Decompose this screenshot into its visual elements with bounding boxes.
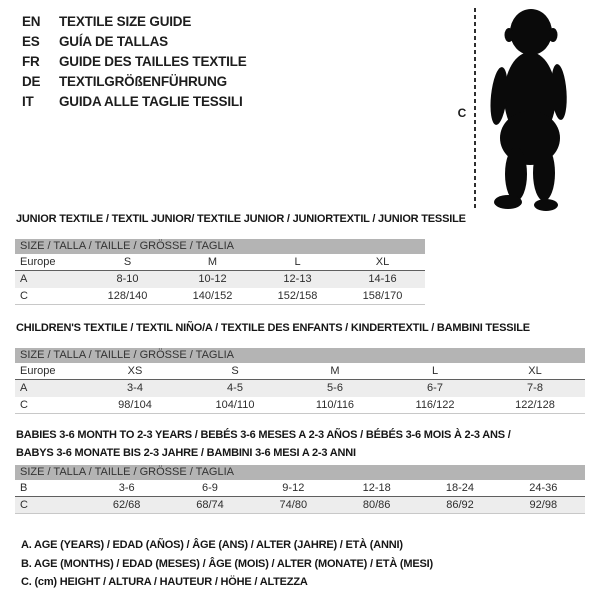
- table-cell: 4-5: [227, 382, 243, 394]
- table-cell: M: [330, 365, 340, 377]
- table-row-height: [15, 397, 585, 414]
- table-cell: 7-8: [527, 382, 543, 394]
- row-label: Europe: [20, 256, 56, 268]
- language-row-fr: [22, 52, 247, 72]
- table-cell: 12-18: [362, 482, 391, 494]
- language-code: EN: [22, 14, 41, 29]
- guide-title: GUIDA ALLE TAGLIE TESSILI: [59, 94, 243, 109]
- row-label: A: [20, 273, 28, 285]
- size-header-bar: SIZE / TALLA / TAILLE / GRÖSSE / TAGLIA: [15, 239, 425, 254]
- table-cell: 6-7: [427, 382, 443, 394]
- table-cell: 116/122: [415, 399, 455, 411]
- table-cell: 98/104: [118, 399, 152, 411]
- guide-title: TEXTILE SIZE GUIDE: [59, 14, 192, 29]
- row-label: B: [20, 482, 28, 494]
- row-label: C: [20, 499, 28, 511]
- height-measure-dashed-line: [474, 8, 476, 210]
- table-cell: M: [207, 256, 218, 268]
- table-cell: 14-16: [368, 273, 397, 285]
- table-cell: 110/116: [315, 399, 355, 411]
- table-cell: 104/110: [215, 399, 255, 411]
- language-code: DE: [22, 74, 41, 89]
- language-code: ES: [22, 34, 40, 49]
- legend-line-c: C. (cm) HEIGHT / ALTURA / HAUTEUR / HÖHE / ALTEZZA: [21, 576, 308, 588]
- table-cell: 62/68: [112, 499, 141, 511]
- height-measure-label: C: [457, 106, 467, 120]
- table-cell: 9-12: [282, 482, 305, 494]
- table-cell: 10-12: [198, 273, 227, 285]
- size-header-bar: SIZE / TALLA / TAILLE / GRÖSSE / TAGLIA: [15, 348, 585, 363]
- language-row-es: [22, 32, 247, 52]
- size-header-bar: SIZE / TALLA / TAILLE / GRÖSSE / TAGLIA: [15, 465, 585, 480]
- table-cell: 18-24: [445, 482, 475, 494]
- table-row-age: [15, 271, 425, 288]
- guide-title: TEXTILGRÖßENFÜHRUNG: [59, 74, 227, 89]
- table-row-months: [15, 480, 585, 497]
- junior-size-table: [15, 239, 425, 305]
- children-section-title: CHILDREN'S TEXTILE / TEXTIL NIÑO/A / TEXTILE DES ENFANTS / KINDERTEXTIL / BAMBINI TESSILE: [16, 322, 530, 334]
- table-cell: S: [231, 365, 239, 377]
- table-row-age: [15, 380, 585, 397]
- table-cell: L: [294, 256, 301, 268]
- toddler-silhouette-icon: [483, 6, 577, 212]
- table-cell: 128/140: [107, 290, 148, 302]
- babies-section-title: BABIES 3-6 MONTH TO 2-3 YEARS / BEBÉS 3-6 MESES A 2-3 AÑOS / BÉBÉS 3-6 MOIS À 2-3 ANS / BABYS 3-6 MONATE BIS 2-3 JAHRE / BAMBINI 3-6 MESI A 2-3 ANNI: [16, 429, 511, 459]
- row-label: Europe: [20, 365, 56, 377]
- language-code: IT: [22, 94, 34, 109]
- table-cell: 92/98: [529, 499, 558, 511]
- table-row-europe: [15, 254, 425, 271]
- table-cell: 3-4: [127, 382, 143, 394]
- guide-title: GUÍA DE TALLAS: [59, 34, 168, 49]
- table-row-height: [15, 288, 425, 305]
- table-cell: L: [431, 365, 439, 377]
- table-cell: XS: [127, 365, 143, 377]
- guide-title: GUIDE DES TAILLES TEXTILE: [59, 54, 247, 69]
- table-cell: 12-13: [283, 273, 312, 285]
- table-cell: 80/86: [362, 499, 391, 511]
- children-size-table: [15, 348, 585, 414]
- table-cell: 86/92: [446, 499, 474, 511]
- table-cell: 24-36: [529, 482, 558, 494]
- table-cell: S: [123, 256, 132, 268]
- legend-line-b: B. AGE (MONTHS) / EDAD (MESES) / ÂGE (MOIS) / ALTER (MONATE) / ETÀ (MESI): [21, 557, 433, 570]
- table-cell: 5-6: [327, 382, 343, 394]
- legend: [21, 536, 433, 592]
- table-cell: XL: [375, 256, 390, 268]
- row-label: A: [20, 382, 28, 394]
- table-cell: 68/74: [196, 499, 224, 511]
- language-title-list: [22, 12, 247, 112]
- table-cell: XL: [528, 365, 542, 377]
- language-row-en: [22, 12, 247, 32]
- row-label: C: [20, 399, 28, 411]
- legend-line-a: A. AGE (YEARS) / EDAD (AÑOS) / ÂGE (ANS) / ALTER (JAHRE) / ETÀ (ANNI): [21, 539, 403, 551]
- babies-size-table: [15, 465, 585, 514]
- table-cell: 158/170: [362, 290, 403, 302]
- row-label: C: [20, 290, 28, 302]
- table-cell: 140/152: [192, 290, 233, 302]
- table-row-europe: [15, 363, 585, 380]
- language-row-it: [22, 92, 247, 112]
- table-cell: 122/128: [515, 399, 555, 411]
- table-cell: 3-6: [118, 482, 135, 494]
- language-code: FR: [22, 54, 40, 69]
- table-cell: 74/80: [279, 499, 308, 511]
- junior-section-title: JUNIOR TEXTILE / TEXTIL JUNIOR/ TEXTILE JUNIOR / JUNIORTEXTIL / JUNIOR TESSILE: [16, 213, 466, 225]
- language-row-de: [22, 72, 247, 92]
- table-cell: 6-9: [202, 482, 218, 494]
- table-row-height: [15, 497, 585, 514]
- table-cell: 8-10: [116, 273, 139, 285]
- table-cell: 152/158: [277, 290, 318, 302]
